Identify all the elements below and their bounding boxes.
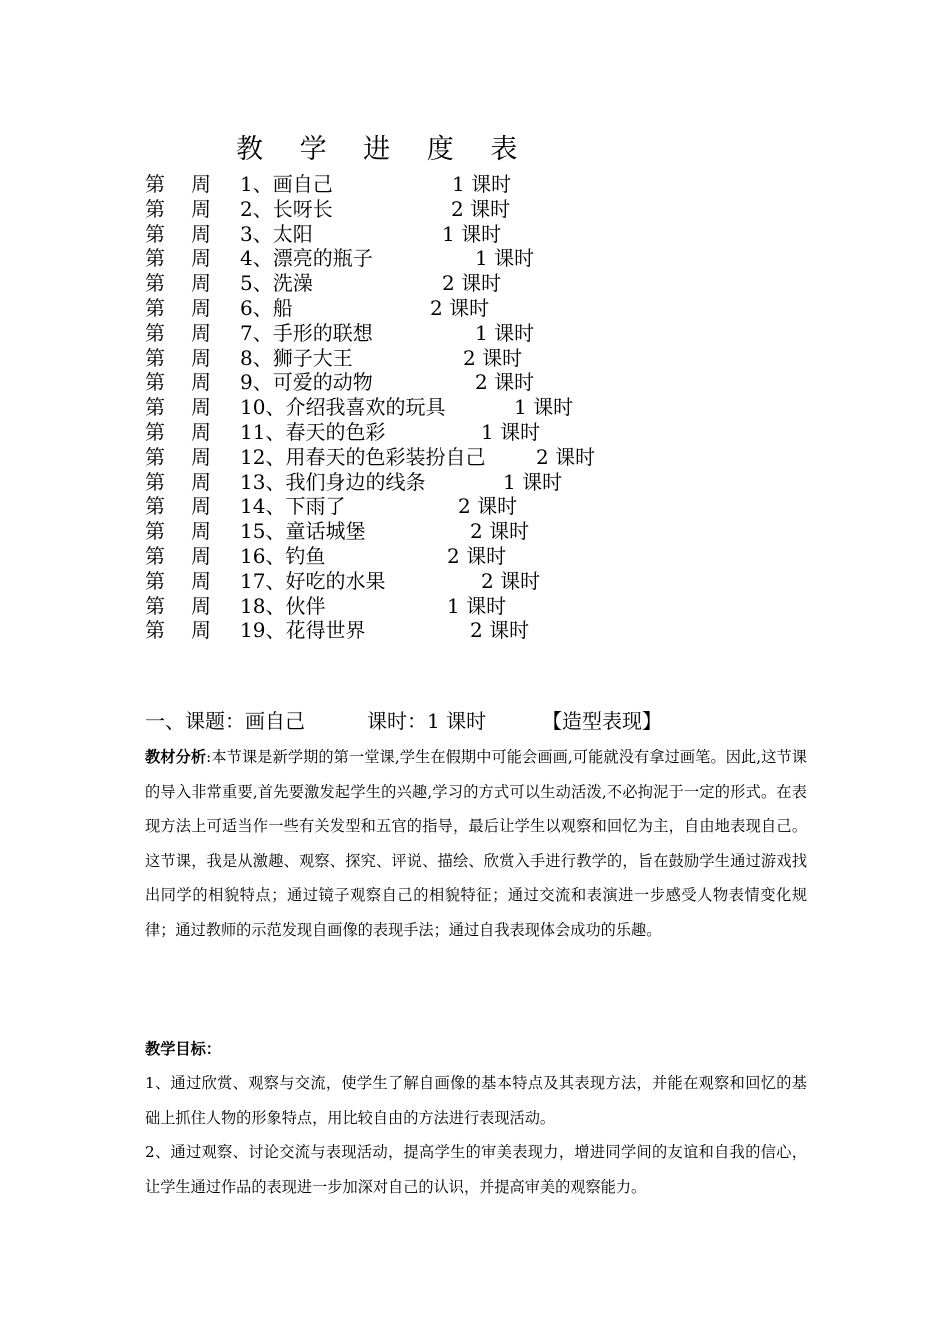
week-suffix: 周	[191, 444, 211, 469]
week-suffix: 周	[191, 419, 211, 444]
week-suffix: 周	[191, 618, 211, 643]
week-prefix: 第	[145, 593, 165, 618]
lesson-title: 15、童话城堡	[240, 519, 366, 544]
week-suffix: 周	[191, 395, 211, 420]
lesson-hours: 1 课时	[475, 246, 535, 271]
week-suffix: 周	[191, 345, 211, 370]
teaching-goals	[145, 1066, 807, 1204]
lesson-hours: 2 课时	[481, 568, 541, 593]
week-prefix: 第	[145, 494, 165, 519]
lesson-hours: 2 课时	[470, 618, 530, 643]
analysis-label: 教材分析	[145, 748, 207, 766]
lesson-hours: 1 课时	[452, 172, 512, 196]
lesson-title: 1、画自己	[240, 172, 333, 196]
week-suffix: 周	[191, 568, 211, 593]
lesson-title: 12、用春天的色彩装扮自己	[240, 444, 486, 469]
lesson-title: 5、洗澡	[240, 271, 313, 296]
goal-item: 1、通过欣赏、观察与交流，使学生了解自画像的基本特点及其表现方法，并能在观察和回忆的基础上抓住人物的形象特点，用比较自由的方法进行表现活动。	[145, 1074, 807, 1127]
lesson-hours: 2 课时	[470, 519, 530, 544]
lesson-title: 14、下雨了	[240, 494, 346, 519]
lesson-title: 16、钓鱼	[240, 543, 326, 568]
lesson-hours: 2 课时	[442, 271, 502, 296]
goal-item: 2、通过观察、讨论交流与表现活动，提高学生的审美表现力，增进同学间的友谊和自我的信心，让学生通过作品的表现进一步加深对自己的认识，并提高审美的观察能力。	[145, 1143, 807, 1196]
week-suffix: 周	[191, 271, 211, 296]
lesson-hours: 课时：1 课时	[367, 709, 487, 733]
week-prefix: 第	[145, 444, 165, 469]
week-suffix: 周	[191, 469, 211, 494]
lesson-hours: 2 课时	[536, 444, 596, 469]
lesson-hours: 1 课时	[481, 419, 541, 444]
lesson-title: 9、可爱的动物	[240, 370, 373, 395]
week-suffix: 周	[191, 172, 211, 196]
week-prefix: 第	[145, 469, 165, 494]
lesson-title: 8、狮子大王	[240, 345, 353, 370]
lesson-title: 17、好吃的水果	[240, 568, 386, 593]
week-prefix: 第	[145, 271, 165, 296]
week-suffix: 周	[191, 543, 211, 568]
lesson-title: 3、太阳	[240, 221, 313, 246]
lesson-hours: 2 课时	[463, 345, 523, 370]
lesson-title: 13、我们身边的线条	[240, 469, 426, 494]
lesson-hours: 1 课时	[442, 221, 502, 246]
lesson-title: 10、介绍我喜欢的玩具	[240, 395, 446, 420]
week-prefix: 第	[145, 519, 165, 544]
week-suffix: 周	[191, 196, 211, 221]
week-prefix: 第	[145, 370, 165, 395]
lesson-hours: 2 课时	[451, 196, 511, 221]
week-prefix: 第	[145, 320, 165, 345]
lesson-hours: 1 课时	[475, 320, 535, 345]
lesson-hours: 2 课时	[447, 543, 507, 568]
week-prefix: 第	[145, 345, 165, 370]
week-suffix: 周	[191, 593, 211, 618]
week-prefix: 第	[145, 172, 165, 196]
week-prefix: 第	[145, 395, 165, 420]
week-suffix: 周	[191, 519, 211, 544]
week-suffix: 周	[191, 221, 211, 246]
lesson-title: 19、花得世界	[240, 618, 366, 643]
material-analysis	[145, 740, 807, 948]
week-suffix: 周	[191, 295, 211, 320]
week-suffix: 周	[191, 494, 211, 519]
week-prefix: 第	[145, 618, 165, 643]
goals-title: 教学目标：	[145, 1040, 221, 1058]
lesson-hours: 2 课时	[475, 370, 535, 395]
lesson-title: 7、手形的联想	[240, 320, 373, 345]
week-prefix: 第	[145, 543, 165, 568]
lesson-title: 4、漂亮的瓶子	[240, 246, 373, 271]
week-suffix: 周	[191, 370, 211, 395]
week-prefix: 第	[145, 246, 165, 271]
week-prefix: 第	[145, 568, 165, 593]
lesson-title: 18、伙伴	[240, 593, 326, 618]
lesson-topic: 一、课题：画自己	[145, 709, 305, 733]
lesson-hours: 2 课时	[430, 295, 490, 320]
lesson-title: 2、长呀长	[240, 196, 333, 221]
lesson-title: 11、春天的色彩	[240, 419, 386, 444]
analysis-text: :本节课是新学期的第一堂课,学生在假期中可能会画画,可能就没有拿过画笔。因此,这节课的导入非常重要,首先要激发起学生的兴趣,学习的方式可以生动活泼,不必拘泥于一定的形式。在表现方法上可适当作一些有关发型和五官的指导，最后让学生以观察和回忆为主，自由地表现自己。这节课，我是从激趣、观察、探究、评说、描绘、欣赏入手进行教学的，旨在鼓励学生通过游戏找出同学的相貌特点；通过镜子观察自己的相貌特征；通过交流和表演进一步感受人物表情变化规律；通过教师的示范发现自画像的表现手法；通过自我表现体会成功的乐趣。	[145, 748, 807, 939]
lesson-title: 6、船	[240, 295, 293, 320]
lesson-hours: 1 课时	[447, 593, 507, 618]
lesson-hours: 1 课时	[503, 469, 563, 494]
week-prefix: 第	[145, 196, 165, 221]
lesson-hours: 1 课时	[514, 395, 574, 420]
week-prefix: 第	[145, 295, 165, 320]
week-prefix: 第	[145, 419, 165, 444]
lesson-category: 【造型表现】	[542, 709, 662, 733]
lesson-hours: 2 课时	[458, 494, 518, 519]
week-prefix: 第	[145, 221, 165, 246]
week-suffix: 周	[191, 320, 211, 345]
page-title: 教 学 进 度 表	[236, 134, 532, 165]
week-suffix: 周	[191, 246, 211, 271]
